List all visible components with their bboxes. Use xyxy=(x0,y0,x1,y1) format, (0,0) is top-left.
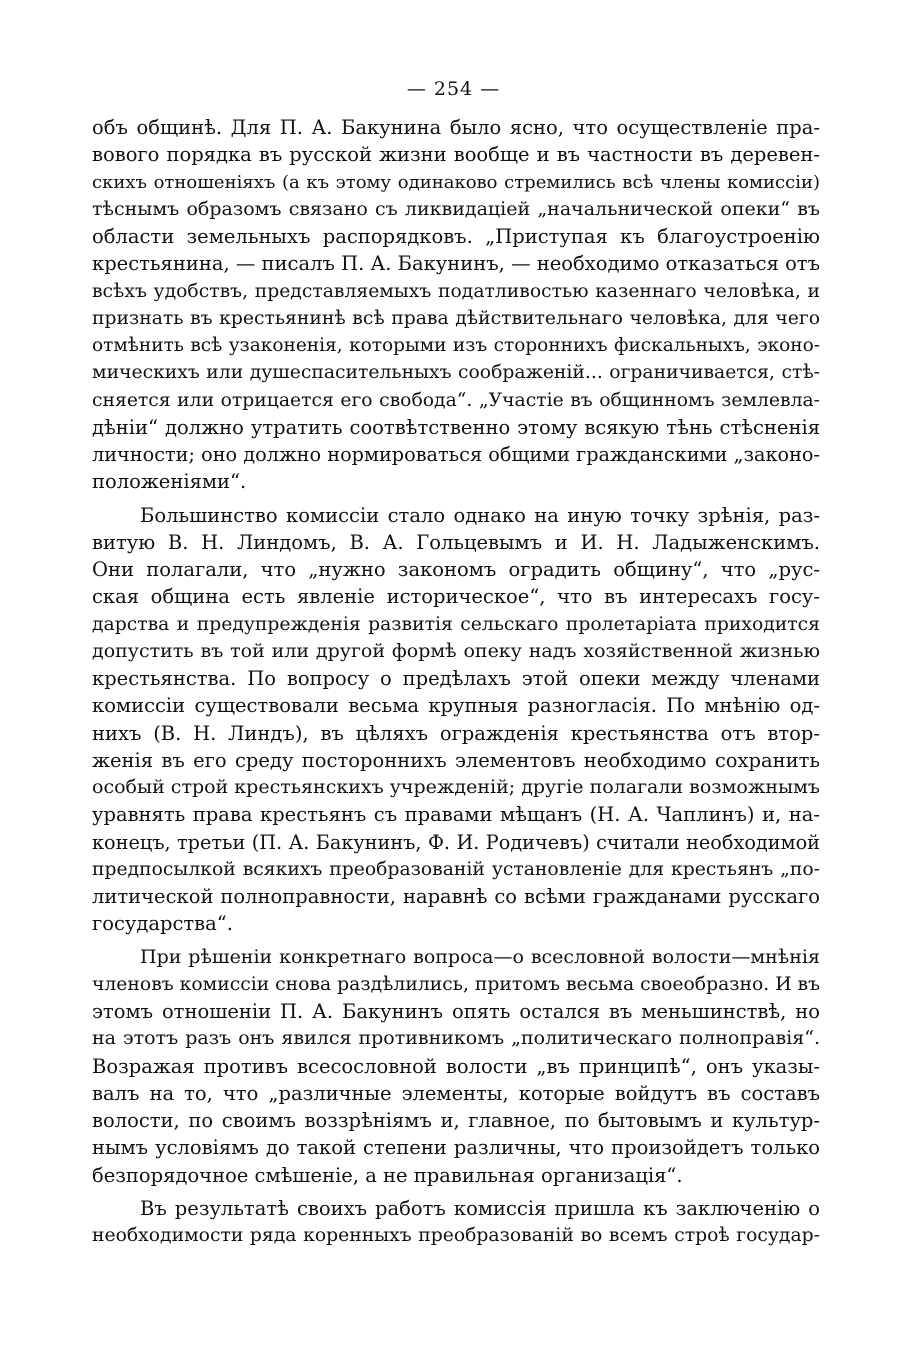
text-line: витую В. Н. Линдомъ, В. А. Гольцевымъ и И. Н. Ладыженскимъ. xyxy=(92,530,820,554)
paragraph xyxy=(92,502,820,938)
text-line: женія въ его среду постороннихъ элементовъ необходимо сохранить xyxy=(92,748,820,772)
text-line: тѣснымъ образомъ связано съ ликвидаціей „начальнической опеки“ въ xyxy=(92,197,820,220)
text-line: допустить въ той или другой формѣ опеку надъ хозяйственной жизнью xyxy=(92,639,820,662)
text-line: крестьянства. По вопросу о предѣлахъ этой опеки между членами xyxy=(92,667,820,690)
text-line: конецъ, третьи (П. А. Бакунинъ, Ф. И. Родичевъ) считали необходимой xyxy=(92,830,820,854)
text-line: скихъ отношеніяхъ (а къ этому одинаково стремились всѣ члены комиссіи) xyxy=(92,171,820,193)
text-line: крестьянина, — писалъ П. А. Бакунинъ, — необходимо отказаться отъ xyxy=(92,252,820,276)
text-line: объ общинѣ. Для П. А. Бакунина было ясно, что осуществленіе пра- xyxy=(92,116,820,139)
text-line: волости, по своимъ воззрѣніямъ и, главное, по бытовымъ и культур- xyxy=(92,1109,820,1132)
text-line: нихъ (В. Н. Линдъ), въ цѣляхъ огражденія крестьянства отъ втор- xyxy=(92,721,820,745)
text-line: Въ результатѣ своихъ работъ комиссія пришла къ заключенію о xyxy=(140,1196,820,1220)
page-number: — 254 — xyxy=(406,78,501,100)
text-line: безпорядочное смѣшеніе, а не правильная организація“. xyxy=(92,1163,683,1187)
text-line: особый строй крестьянскихъ учрежденій; другіе полагали возможнымъ xyxy=(92,776,820,798)
text-line: дѣніи“ должно утратить соотвѣтственно этому всякую тѣнь стѣсненія xyxy=(92,415,820,439)
paragraph xyxy=(92,1195,820,1250)
text-line: всѣхъ удобствъ, представляемыхъ податливостью казеннаго человѣка, и xyxy=(92,280,820,302)
text-line: уравнять права крестьянъ съ правами мѣщанъ (Н. А. Чаплинъ) и, на- xyxy=(92,803,820,827)
text-line: членовъ комиссіи снова раздѣлились, притомъ весьма своеобразно. И въ xyxy=(92,973,821,995)
text-line: предпосылкой всякихъ преобразованій установленіе для крестьянъ „по- xyxy=(92,858,820,880)
text-line: валъ на то, что „различные элементы, которые войдутъ въ составъ xyxy=(92,1081,820,1105)
text-line: Большинство комиссіи стало однако на иную точку зрѣнія, раз- xyxy=(140,503,820,527)
text-line: положеніями“. xyxy=(92,470,247,494)
text-line: ская община есть явленіе историческое“, что въ интересахъ госу- xyxy=(92,585,820,609)
text-line: на этотъ разъ онъ явился противникомъ „политическаго полноправія“. xyxy=(92,1027,820,1050)
text-line: необходимости ряда коренныхъ преобразованій во всемъ строѣ государ- xyxy=(92,1225,820,1246)
text-line: комиссіи существовали весьма крупныя разногласія. По мнѣнію од- xyxy=(92,694,820,718)
text-line: вового порядка въ русской жизни вообще и въ частности въ деревен- xyxy=(92,143,820,167)
paragraph xyxy=(92,944,820,1189)
text-line: признать въ крестьянинѣ всѣ права дѣйствительнаго человѣка, для чего xyxy=(92,307,820,329)
paragraph xyxy=(92,114,820,496)
text-line: нымъ условіямъ до такой степени различны, что произойдетъ только xyxy=(92,1136,820,1160)
body-text xyxy=(92,114,820,1249)
text-line: Они полагали, что „нужно закономъ оградить общину“, что „рус- xyxy=(92,558,820,581)
text-line: Возражая противъ всесословной волости „въ принципѣ“, онъ указы- xyxy=(92,1054,820,1078)
text-line: литической полноправности, наравнѣ со всѣми гражданами русскаго xyxy=(92,885,820,908)
text-line: дарства и предупрежденія развитія сельскаго пролетаріата приходится xyxy=(92,613,820,635)
text-line: мическихъ или душеспасительныхъ соображеній... ограничивается, стѣ- xyxy=(92,362,820,384)
text-line: сняется или отрицается его свобода“. „Участіе въ общинномъ землевла- xyxy=(92,389,820,411)
text-line: государства“. xyxy=(92,912,233,936)
text-line: этомъ отношеніи П. А. Бакунинъ опять остался въ меньшинствѣ, но xyxy=(92,1000,820,1023)
text-line: личности; оно должно нормироваться общими гражданскими „законо- xyxy=(92,443,820,466)
text-line: При рѣшеніи конкретнаго вопроса—о всесловной волости—мнѣнія xyxy=(140,945,820,968)
text-line: отмѣнить всѣ узаконенія, которыми изъ стороннихъ фискальныхъ, эконо- xyxy=(92,335,820,356)
text-line: области земельныхъ распорядковъ. „Приступая къ благоустроенію xyxy=(92,225,820,248)
